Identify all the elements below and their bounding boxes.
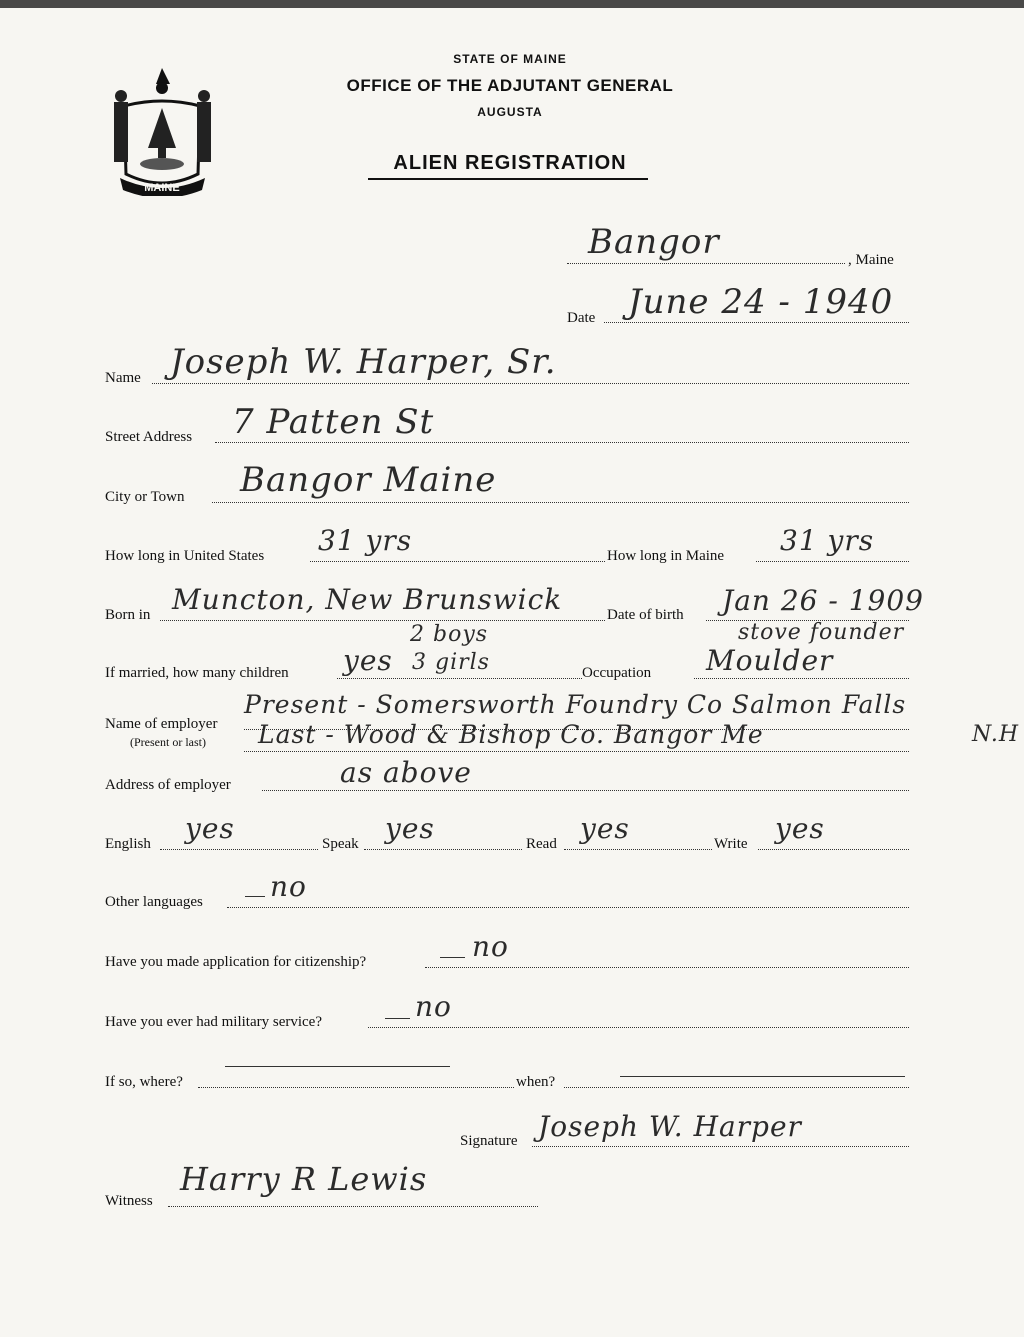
maine-state-seal-icon xyxy=(110,66,215,196)
read-line xyxy=(564,849,712,850)
name-line xyxy=(152,383,909,384)
children-value: yes xyxy=(343,644,393,677)
employer-address-label: Address of employer xyxy=(105,777,231,793)
signature-value: Joseph W. Harper xyxy=(538,1110,802,1143)
employer-address-value: as above xyxy=(340,756,472,789)
employer-side-value: N.H xyxy=(972,722,1020,747)
where-label: If so, where? xyxy=(105,1074,183,1090)
speak-label: Speak xyxy=(322,836,359,852)
street-line xyxy=(215,442,909,443)
employer-last-value: Last - Wood & Bishop Co. Bangor Me xyxy=(258,720,764,749)
svg-text:MAINE: MAINE xyxy=(144,182,180,194)
scan-edge xyxy=(0,0,1024,8)
form-title: ALIEN REGISTRATION xyxy=(393,152,627,174)
military-line xyxy=(368,1027,909,1028)
header-office: OFFICE OF THE ADJUTANT GENERAL xyxy=(346,76,674,95)
speak-line xyxy=(364,849,522,850)
where-dash xyxy=(225,1066,450,1067)
citizenship-label: Have you made application for citizenship? xyxy=(105,954,367,970)
occupation-label: Occupation xyxy=(582,665,652,681)
read-value: yes xyxy=(580,812,630,845)
name-label: Name xyxy=(105,370,141,386)
occupation-value: Moulder xyxy=(706,644,834,677)
how-long-me-line xyxy=(756,561,909,562)
speak-value: yes xyxy=(385,812,435,845)
title-underline xyxy=(368,178,648,180)
street-label: Street Address xyxy=(105,429,193,445)
citizenship-line xyxy=(425,967,909,968)
witness-value: Harry R Lewis xyxy=(180,1160,428,1198)
how-long-us-value: 31 yrs xyxy=(318,524,413,557)
city-label: City or Town xyxy=(105,489,185,505)
citizenship-dash xyxy=(440,957,465,958)
how-long-us-label: How long in United States xyxy=(105,548,265,564)
how-long-me-label: How long in Maine xyxy=(607,548,725,564)
born-in-line xyxy=(160,620,605,621)
where-line xyxy=(198,1087,514,1088)
born-in-label: Born in xyxy=(105,607,151,623)
children-value-top: 2 boys xyxy=(410,622,489,647)
other-languages-value: no xyxy=(270,870,307,903)
military-value: no xyxy=(415,990,452,1023)
write-label: Write xyxy=(714,836,748,852)
date-label: Date xyxy=(567,310,596,326)
how-long-us-line xyxy=(310,561,605,562)
citizenship-value: no xyxy=(472,930,509,963)
employer-address-line xyxy=(262,790,909,791)
write-value: yes xyxy=(775,812,825,845)
header-state: STATE OF MAINE xyxy=(453,52,567,66)
occupation-value-top: stove founder xyxy=(738,620,905,645)
when-dash xyxy=(620,1076,905,1077)
write-line xyxy=(758,849,909,850)
how-long-me-value: 31 yrs xyxy=(780,524,875,557)
header-city: AUGUSTA xyxy=(477,105,543,119)
name-value: Joseph W. Harper, Sr. xyxy=(170,342,557,382)
other-languages-dash xyxy=(245,896,265,897)
witness-label: Witness xyxy=(105,1193,153,1209)
dob-label: Date of birth xyxy=(607,607,684,623)
city-line xyxy=(212,502,909,503)
other-languages-label: Other languages xyxy=(105,894,203,910)
english-label: English xyxy=(105,836,151,852)
place-line xyxy=(567,263,845,264)
occupation-line xyxy=(694,678,909,679)
other-languages-line xyxy=(227,907,909,908)
read-label: Read xyxy=(526,836,557,852)
date-line xyxy=(604,322,909,323)
children-line xyxy=(337,678,582,679)
military-label: Have you ever had military service? xyxy=(105,1014,322,1030)
place-suffix: , Maine xyxy=(848,252,894,268)
street-value: 7 Patten St xyxy=(232,402,435,442)
english-value: yes xyxy=(185,812,235,845)
children-value-bottom: 3 girls xyxy=(412,650,490,675)
when-line xyxy=(564,1087,909,1088)
signature-label: Signature xyxy=(460,1133,518,1149)
employer-line-2 xyxy=(244,751,909,752)
employer-present-value: Present - Somersworth Foundry Co Salmon Falls xyxy=(244,690,907,719)
date-value: June 24 - 1940 xyxy=(628,282,894,322)
when-label: when? xyxy=(516,1074,556,1090)
city-value: Bangor Maine xyxy=(240,460,497,500)
employer-sublabel: (Present or last) xyxy=(130,735,206,749)
witness-line xyxy=(168,1206,538,1207)
born-in-value: Muncton, New Brunswick xyxy=(172,583,563,616)
place-value: Bangor xyxy=(588,222,720,262)
military-dash xyxy=(385,1018,410,1019)
english-line xyxy=(160,849,318,850)
dob-value: Jan 26 - 1909 xyxy=(722,584,924,617)
employer-label: Name of employer xyxy=(105,716,218,732)
signature-line xyxy=(532,1146,909,1147)
children-label: If married, how many children xyxy=(105,665,289,681)
